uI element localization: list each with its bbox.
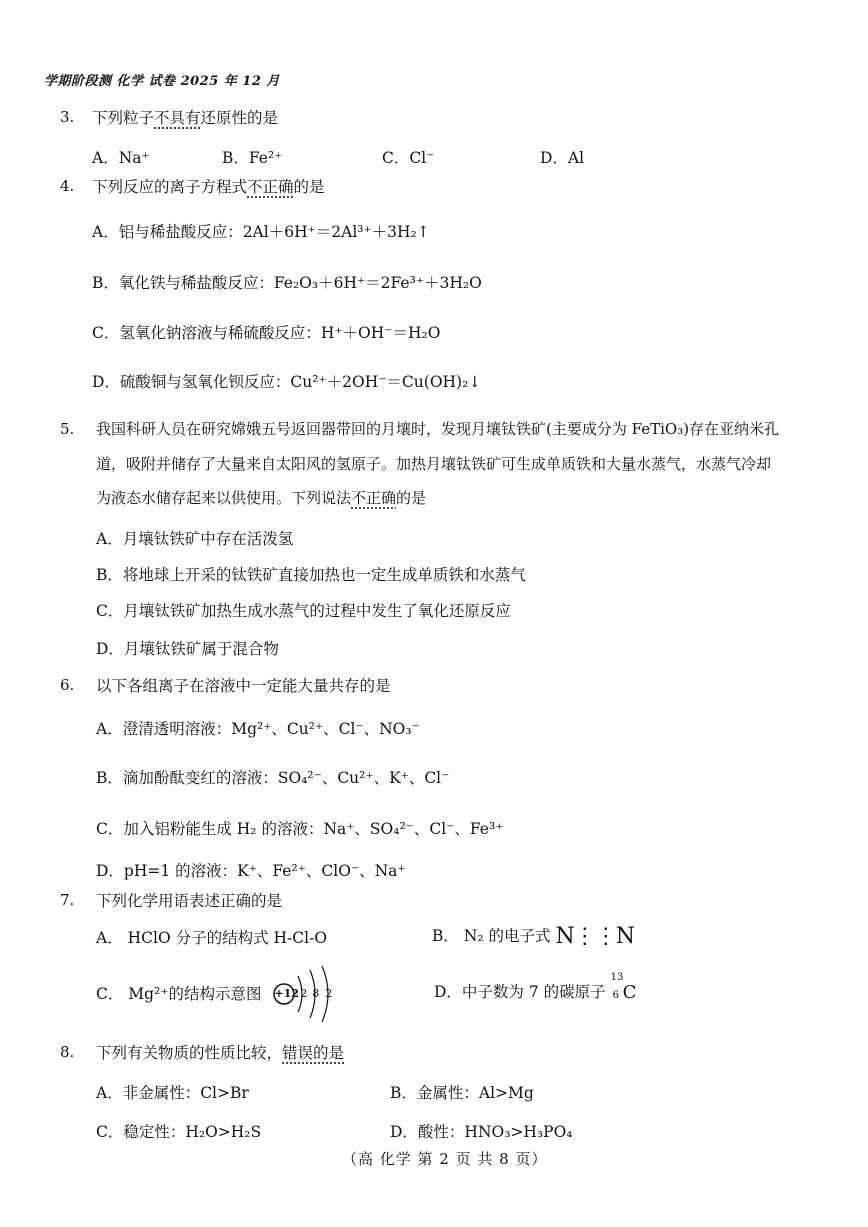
page-header: 学期阶段测 化学 试卷 2025 年 12 月 (44, 74, 280, 89)
option-a: A．Na⁺ (92, 149, 150, 167)
question-stem-line-1: 我国科研人员在研究嫦娥五号返回器带回的月壤时，发现月壤钛铁矿(主要成分为 FeTiO₃)存在亚纳米孔 (96, 420, 780, 438)
option-d: D．Al (540, 149, 585, 167)
shell-2-count: 8 (312, 987, 320, 1000)
option-d: D．中子数为 7 的碳原子 13 6 C (434, 980, 641, 1006)
option-a: A．铝与稀盐酸反应：2Al＋6H⁺＝2Al³⁺＋3H₂↑ (92, 223, 430, 241)
option-d: D．pH=1 的溶液：K⁺、Fe²⁺、ClO⁻、Na⁺ (96, 862, 406, 880)
carbon-isotope-symbol: 13 6 C (610, 972, 637, 1003)
option-a: A． HClO 分子的结构式 H-Cl-O (96, 929, 328, 947)
option-d: D．月壤钛铁矿属于混合物 (96, 640, 279, 658)
option-c: C．Cl⁻ (382, 149, 435, 167)
option-c: C．月壤钛铁矿加热生成水蒸气的过程中发生了氧化还原反应 (96, 602, 511, 620)
question-number: 4. (60, 177, 75, 195)
question-stem: 下列反应的离子方程式不正确的是 (92, 178, 325, 196)
question-number: 5. (60, 420, 75, 438)
page-footer: （高 化学 第 2 页 共 8 页） (342, 1150, 548, 1168)
option-b: B．氧化铁与稀盐酸反应：Fe₂O₃＋6H⁺＝2Fe³⁺＋3H₂O (92, 274, 482, 292)
question-number: 6. (60, 676, 75, 694)
option-c: C．加入铝粉能生成 H₂ 的溶液：Na⁺、SO₄²⁻、Cl⁻、Fe³⁺ (96, 820, 504, 838)
question-stem-line-2: 道，吸附并储存了大量来自太阳风的氢原子。加热月壤钛铁矿可生成单质铁和大量水蒸气，水蒸气冷却 (96, 455, 772, 473)
question-stem: 以下各组离子在溶液中一定能大量共存的是 (96, 677, 391, 695)
option-c: C． Mg²⁺的结构示意图 +12 2 8 2 (96, 982, 342, 1008)
option-d: D．硫酸铜与氢氧化钡反应：Cu²⁺＋2OH⁻＝Cu(OH)₂↓ (92, 373, 482, 391)
option-b: B．将地球上开采的钛铁矿直接加热也一定生成单质铁和水蒸气 (96, 566, 526, 584)
question-number: 8. (60, 1043, 75, 1061)
shell-1-count: 2 (300, 987, 308, 1000)
nucleus-charge: +12 (274, 987, 299, 1000)
question-stem: 下列粒子不具有还原性的是 (92, 109, 279, 127)
question-stem-line-3: 为液态水储存起来以供使用。下列说法不正确的是 (96, 489, 427, 507)
option-c: C．氢氧化钠溶液与稀硫酸反应：H⁺＋OH⁻＝H₂O (92, 324, 441, 342)
question-stem: 下列有关物质的性质比较，错误的是 (96, 1044, 345, 1062)
option-a: A．澄清透明溶液：Mg²⁺、Cu²⁺、Cl⁻、NO₃⁻ (96, 720, 420, 738)
electron-formula: N⋮⋮N (555, 924, 634, 949)
option-b: B． N₂ 的电子式 N⋮⋮N (432, 924, 634, 949)
question-number: 3. (60, 108, 75, 126)
question-number: 7. (60, 891, 75, 909)
option-b: B．滴加酚酞变红的溶液：SO₄²⁻、Cu²⁺、K⁺、Cl⁻ (96, 769, 450, 787)
option-c: C．稳定性：H₂O>H₂S (96, 1123, 262, 1141)
option-a: A．非金属性：Cl>Br (96, 1084, 249, 1102)
shell-3-count: 2 (325, 987, 333, 1000)
option-b: B．Fe²⁺ (222, 149, 283, 167)
atom-structure-diagram (272, 982, 342, 1008)
option-a: A．月壤钛铁矿中存在活泼氢 (96, 530, 294, 548)
option-d: D．酸性：HNO₃>H₃PO₄ (390, 1123, 573, 1141)
question-stem: 下列化学用语表述正确的是 (96, 892, 283, 910)
option-b: B．金属性：Al>Mg (390, 1084, 534, 1102)
